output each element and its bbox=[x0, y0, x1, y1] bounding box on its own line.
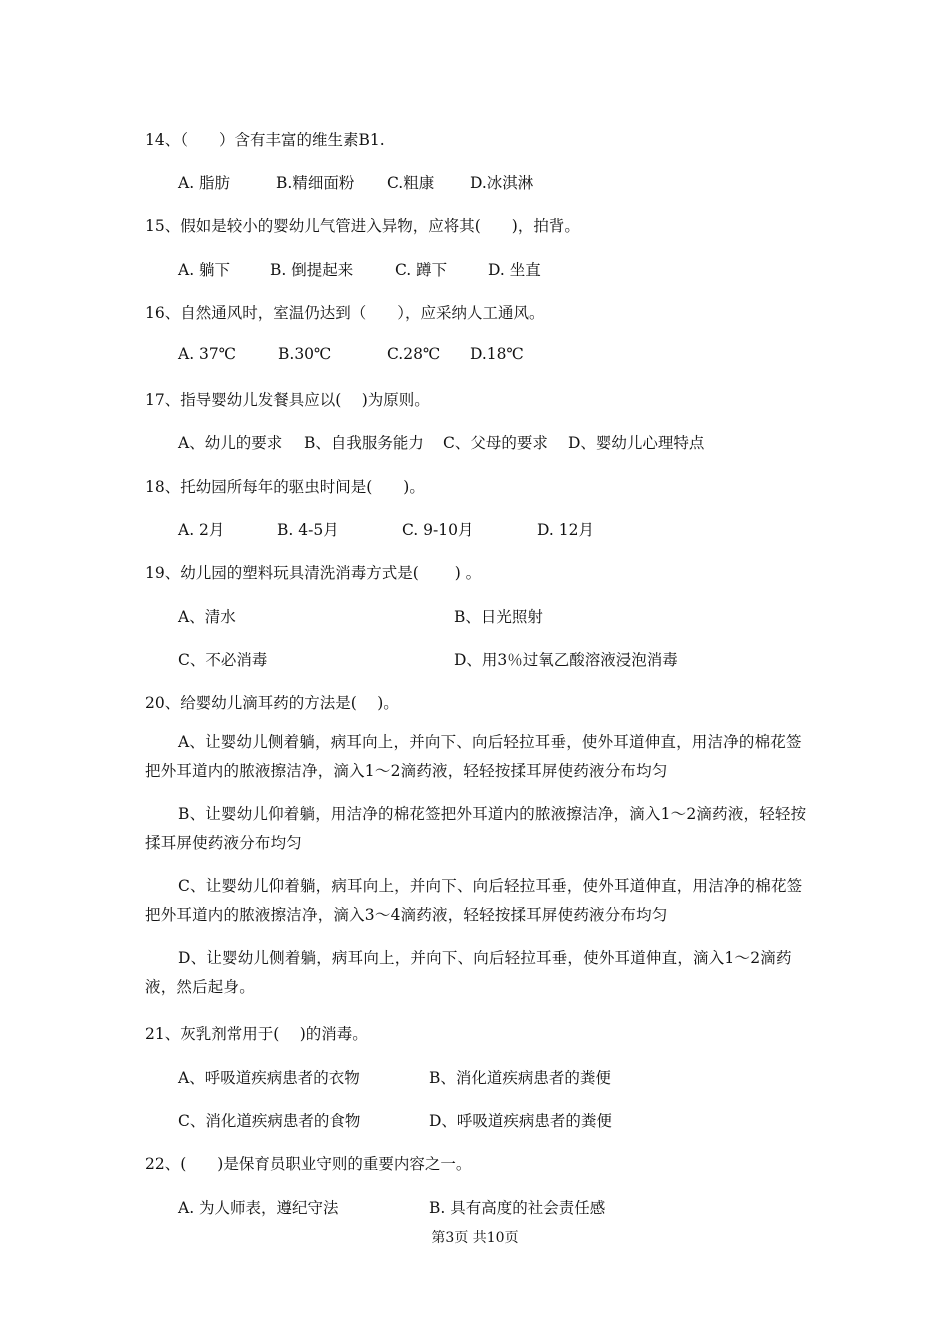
question-17-stem: 17、指导婴幼儿发餐具应以( )为原则。 bbox=[145, 391, 430, 409]
question-21-stem: 21、灰乳剂常用于( )的消毒。 bbox=[145, 1025, 368, 1043]
question-16-stem: 16、自然通风时，室温仍达到（ ），应采纳人工通风。 bbox=[145, 304, 545, 322]
question-14-option-b: B.精细面粉 bbox=[276, 174, 355, 192]
question-17-option-a: A、幼儿的要求 bbox=[178, 434, 283, 452]
question-22-option-a: A. 为人师表，遵纪守法 bbox=[178, 1199, 339, 1217]
question-19-option-c: C、不必消毒 bbox=[178, 651, 268, 669]
question-18-option-c: C. 9-10月 bbox=[402, 521, 474, 539]
question-14-stem: 14、（ ）含有丰富的维生素B1. bbox=[145, 131, 385, 149]
question-19-stem: 19、幼儿园的塑料玩具清洗消毒方式是( ) 。 bbox=[145, 564, 482, 582]
question-20-option-b: B、让婴幼儿仰着躺，用洁净的棉花签把外耳道内的脓液擦洁净，滴入1～2滴药液，轻轻按揉耳屏使药液分布均匀 bbox=[145, 805, 807, 852]
question-19-option-a: A、清水 bbox=[178, 608, 236, 626]
question-21-option-b: B、消化道疾病患者的粪便 bbox=[429, 1069, 611, 1087]
question-14-option-a: A. 脂肪 bbox=[178, 174, 231, 192]
question-21-option-a: A、呼吸道疾病患者的衣物 bbox=[178, 1069, 360, 1087]
question-16-option-a: A. 37℃ bbox=[178, 345, 237, 363]
question-22-option-b: B. 具有高度的社会责任感 bbox=[429, 1199, 606, 1217]
question-18-option-d: D. 12月 bbox=[537, 521, 594, 539]
question-17-option-c: C、父母的要求 bbox=[443, 434, 548, 452]
question-15-option-c: C. 蹲下 bbox=[395, 261, 448, 279]
question-20-stem: 20、给婴幼儿滴耳药的方法是( )。 bbox=[145, 694, 399, 712]
question-14-option-c: C.粗康 bbox=[387, 174, 435, 192]
question-17-option-d: D、婴幼儿心理特点 bbox=[568, 434, 705, 452]
question-19-option-d: D、用3％过氧乙酸溶液浸泡消毒 bbox=[454, 651, 678, 669]
question-21-option-c: C、消化道疾病患者的食物 bbox=[178, 1112, 361, 1130]
question-18-stem: 18、托幼园所每年的驱虫时间是( )。 bbox=[145, 478, 425, 496]
question-15-option-d: D. 坐直 bbox=[488, 261, 541, 279]
question-16-option-d: D.18℃ bbox=[470, 345, 524, 363]
question-20-option-a: A、让婴幼儿侧着躺，病耳向上，并向下、向后轻拉耳垂，使外耳道伸直，用洁净的棉花签把外耳道内的脓液擦洁净，滴入1～2滴药液，轻轻按揉耳屏使药液分布均匀 bbox=[145, 733, 802, 780]
question-15-option-a: A. 躺下 bbox=[178, 261, 231, 279]
question-21-option-d: D、呼吸道疾病患者的粪便 bbox=[429, 1112, 612, 1130]
page-number-footer: 第3页 共10页 bbox=[431, 1230, 519, 1246]
question-18-option-a: A. 2月 bbox=[178, 521, 225, 539]
question-15-option-b: B. 倒提起来 bbox=[270, 261, 354, 279]
question-18-option-b: B. 4-5月 bbox=[277, 521, 339, 539]
question-14-option-d: D.冰淇淋 bbox=[470, 174, 534, 192]
question-16-option-b: B.30℃ bbox=[278, 345, 332, 363]
question-17-option-b: B、自我服务能力 bbox=[304, 434, 424, 452]
question-22-stem: 22、( )是保育员职业守则的重要内容之一。 bbox=[145, 1155, 472, 1173]
question-19-option-b: B、日光照射 bbox=[454, 608, 543, 626]
question-20-option-d: D、让婴幼儿侧着躺，病耳向上，并向下、向后轻拉耳垂，使外耳道伸直，滴入1～2滴药液，然后起身。 bbox=[145, 949, 792, 996]
question-16-option-c: C.28℃ bbox=[387, 345, 441, 363]
question-15-stem: 15、假如是较小的婴幼儿气管进入异物，应将其( )，拍背。 bbox=[145, 217, 580, 235]
question-20-option-c: C、让婴幼儿仰着躺，病耳向上，并向下、向后轻拉耳垂，使外耳道伸直，用洁净的棉花签把外耳道内的脓液擦洁净，滴入3～4滴药液，轻轻按揉耳屏使药液分布均匀 bbox=[145, 877, 803, 924]
